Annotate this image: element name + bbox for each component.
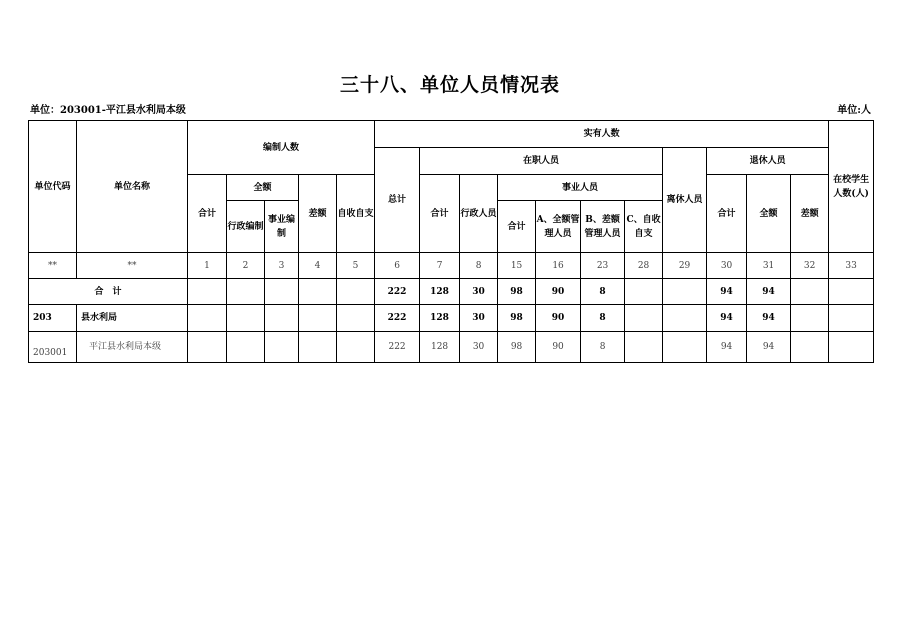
dept-cell: 94: [707, 305, 747, 332]
empty-cell: [227, 305, 265, 332]
index-cell: 32: [791, 253, 829, 279]
header-admin-staff: 行政人员: [460, 175, 498, 253]
header-inst-subtotal: 合计: [498, 201, 536, 253]
index-row: [29, 253, 874, 279]
index-cell: 16: [536, 253, 581, 279]
empty-cell: [299, 332, 337, 363]
index-cell: 28: [625, 253, 663, 279]
header-diff: 差额: [299, 175, 337, 253]
unit-cell: 94: [747, 332, 791, 363]
empty-cell: [337, 305, 375, 332]
page-title: 三十八、单位人员情况表: [339, 74, 560, 96]
total-cell: 128: [420, 279, 460, 305]
dept-name: 县水利局: [77, 305, 188, 332]
index-cell: 31: [747, 253, 791, 279]
header-inst-c: C、自收自支: [625, 201, 663, 253]
empty-cell: [625, 305, 663, 332]
header-staffing-subtotal: 合计: [188, 175, 227, 253]
index-cell: **: [29, 253, 77, 279]
empty-cell: [663, 279, 707, 305]
header-inst-b: B、差额管理人员: [581, 201, 625, 253]
header-inst-a: A、全额管理人员: [536, 201, 581, 253]
empty-cell: [829, 279, 874, 305]
index-cell: 5: [337, 253, 375, 279]
index-cell: 1: [188, 253, 227, 279]
dept-cell: 98: [498, 305, 536, 332]
header-ret-diff: 差额: [791, 175, 829, 253]
index-cell: 30: [707, 253, 747, 279]
total-cell: 222: [375, 279, 420, 305]
header-ret-subtotal: 合计: [707, 175, 747, 253]
dept-cell: 94: [747, 305, 791, 332]
dept-cell: 30: [460, 305, 498, 332]
index-cell: 8: [460, 253, 498, 279]
header-inst-staff: 事业人员: [498, 175, 663, 201]
unit-code: 203001: [29, 332, 77, 363]
index-cell: 15: [498, 253, 536, 279]
index-cell: 7: [420, 253, 460, 279]
header-in-service: 在职人员: [420, 148, 663, 175]
unit-cell: 222: [375, 332, 420, 363]
index-cell: 2: [227, 253, 265, 279]
unit-row: [29, 332, 874, 363]
empty-cell: [188, 279, 227, 305]
index-cell: 6: [375, 253, 420, 279]
header-students: 在校学生人数(人): [829, 121, 874, 253]
empty-cell: [265, 305, 299, 332]
unit-cell: 94: [707, 332, 747, 363]
dept-cell: 222: [375, 305, 420, 332]
empty-cell: [299, 305, 337, 332]
total-row: [29, 279, 874, 305]
index-cell: 33: [829, 253, 874, 279]
empty-cell: [227, 279, 265, 305]
empty-cell: [337, 279, 375, 305]
total-cell: 90: [536, 279, 581, 305]
unit-cell: 98: [498, 332, 536, 363]
index-cell: 4: [299, 253, 337, 279]
total-cell: 8: [581, 279, 625, 305]
total-cell: 30: [460, 279, 498, 305]
empty-cell: [227, 332, 265, 363]
empty-cell: [829, 332, 874, 363]
empty-cell: [625, 332, 663, 363]
header-admin-staffing: 行政编制: [227, 201, 265, 253]
empty-cell: [791, 332, 829, 363]
empty-cell: [663, 305, 707, 332]
header-staffing: 编制人数: [188, 121, 375, 175]
header-self-funded: 自收自支: [337, 175, 375, 253]
unit-name: 平江县水利局本级: [77, 332, 188, 363]
dept-cell: 90: [536, 305, 581, 332]
header-unit-code: 单位代码: [29, 121, 77, 253]
header-actual: 实有人数: [375, 121, 829, 148]
empty-cell: [188, 305, 227, 332]
empty-cell: [337, 332, 375, 363]
dept-cell: 128: [420, 305, 460, 332]
dept-cell: 8: [581, 305, 625, 332]
total-cell: 94: [747, 279, 791, 305]
total-cell: 94: [707, 279, 747, 305]
empty-cell: [188, 332, 227, 363]
empty-cell: [829, 305, 874, 332]
empty-cell: [265, 332, 299, 363]
header-retired-cadre: 离休人员: [663, 148, 707, 253]
unit-cell: 128: [420, 332, 460, 363]
dept-code: 203: [29, 305, 77, 332]
unit-cell: 8: [581, 332, 625, 363]
index-cell: **: [77, 253, 188, 279]
unit-cell: 90: [536, 332, 581, 363]
empty-cell: [791, 279, 829, 305]
personnel-table: [28, 120, 874, 363]
header-inst-staffing: 事业编制: [265, 201, 299, 253]
unit-cell: 30: [460, 332, 498, 363]
empty-cell: [663, 332, 707, 363]
index-cell: 29: [663, 253, 707, 279]
index-cell: 23: [581, 253, 625, 279]
header-in-subtotal: 合计: [420, 175, 460, 253]
dept-row: [29, 305, 874, 332]
index-cell: 3: [265, 253, 299, 279]
header-total: 总计: [375, 148, 420, 253]
empty-cell: [625, 279, 663, 305]
unit-label: 单位：203001-平江县水利局本级: [30, 105, 186, 116]
header-retired: 退休人员: [707, 148, 829, 175]
total-cell: 98: [498, 279, 536, 305]
measure-unit-label: 单位:人: [837, 105, 871, 116]
empty-cell: [265, 279, 299, 305]
total-label: 合 计: [29, 279, 188, 305]
header-unit-name: 单位名称: [77, 121, 188, 253]
empty-cell: [791, 305, 829, 332]
header-ret-full: 全额: [747, 175, 791, 253]
empty-cell: [299, 279, 337, 305]
header-full: 全额: [227, 175, 299, 201]
